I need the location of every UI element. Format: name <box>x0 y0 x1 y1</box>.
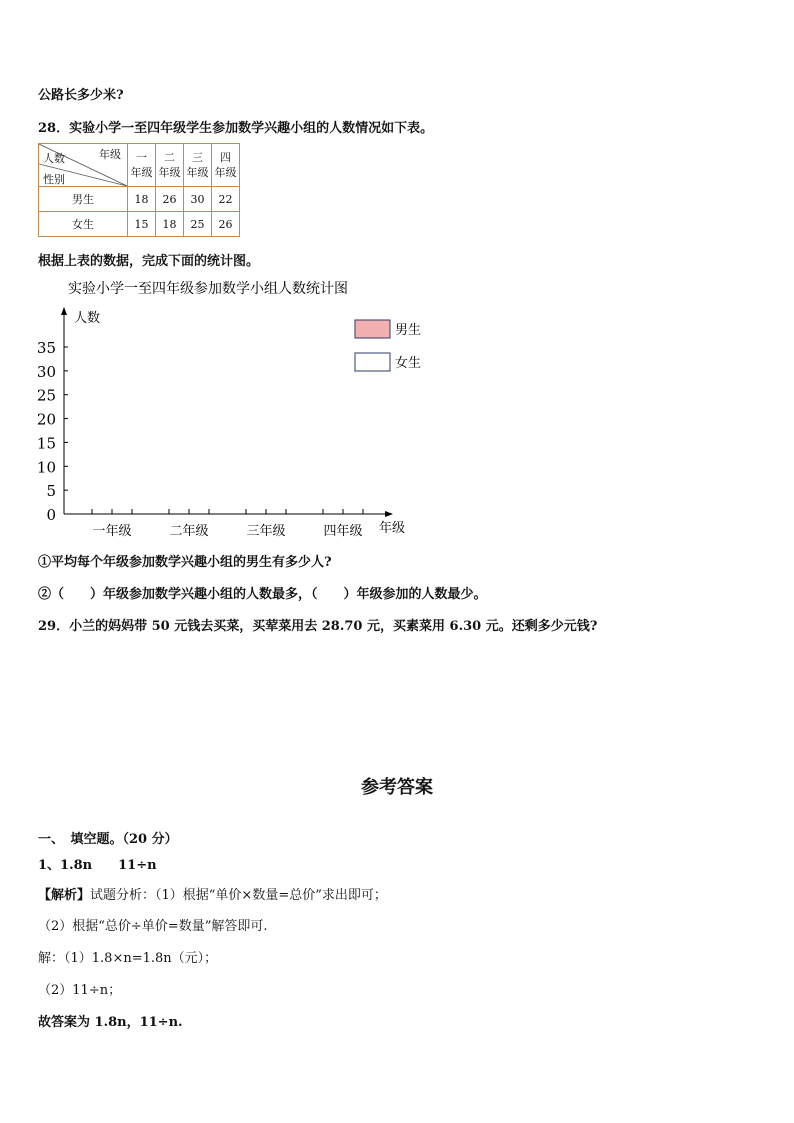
question-28-stem: 28．实验小学一至四年级学生参加数学兴趣小组的人数情况如下表。 <box>38 121 434 136</box>
answer-1-analysis: 【解析】试题分析：（1）根据“单价×数量=总价”求出即可； <box>38 888 387 903</box>
question-28-part-2: ②（ ）年级参加数学兴趣小组的人数最多，（ ）年级参加的人数最少。 <box>38 587 487 602</box>
answer-1-solution-1: 解：（1）1.8×n=1.8n（元）； <box>38 951 218 966</box>
table-cell: 22 <box>212 187 240 212</box>
bar-chart <box>30 276 450 546</box>
data-table <box>38 143 240 237</box>
y-tick-label: 20 <box>36 410 56 429</box>
table-cell: 25 <box>184 212 212 237</box>
answer-1-solution-2: （2）11÷n； <box>38 983 122 998</box>
table-cell: 18 <box>128 187 156 212</box>
y-tick-label: 30 <box>36 362 56 381</box>
row-label-boys: 男生 <box>39 187 128 212</box>
x-axis-arrow <box>385 511 393 517</box>
question-28-part-1: ①平均每个年级参加数学兴趣小组的男生有多少人? <box>38 555 332 570</box>
x-category-label: 三年级 <box>246 524 286 539</box>
legend-label: 女生 <box>395 356 422 371</box>
legend-label: 男生 <box>395 323 422 338</box>
table-cell: 15 <box>128 212 156 237</box>
grade-header-4: 四 年级 <box>212 144 240 187</box>
chart-title: 实验小学一至四年级参加数学小组人数统计图 <box>68 281 348 297</box>
y-tick-label: 15 <box>36 434 56 453</box>
chart-instruction: 根据上表的数据，完成下面的统计图。 <box>38 254 260 269</box>
answers-title: 参考答案 <box>361 777 433 798</box>
grade-header-2: 二 年级 <box>156 144 184 187</box>
y-axis-label: 人数 <box>74 311 101 326</box>
x-category-label: 二年级 <box>169 524 209 539</box>
y-tick-label: 5 <box>46 482 56 501</box>
legend-swatch <box>355 353 390 371</box>
table-cell: 26 <box>212 212 240 237</box>
row-label-girls: 女生 <box>39 212 128 237</box>
x-category-label: 四年级 <box>323 524 363 539</box>
x-category-label: 一年级 <box>92 524 132 539</box>
y-tick-label: 35 <box>36 339 56 357</box>
answers-section-heading: 一、 填空题。（20 分） <box>38 832 178 847</box>
table-diagonal-header-cell <box>39 144 128 187</box>
x-axis-label: 年级 <box>379 521 406 536</box>
y-tick-label: 10 <box>36 458 56 477</box>
y-axis-arrow <box>61 307 67 315</box>
header-grade-label: 年级 <box>99 148 121 161</box>
legend-swatch <box>355 320 390 338</box>
table-cell: 26 <box>156 187 184 212</box>
answer-1: 1、1.8n 11÷n <box>38 858 157 873</box>
answer-1-analysis-2: （2）根据“总价÷单价=数量”解答即可. <box>38 919 268 934</box>
header-count-label: 人数 <box>43 152 65 165</box>
y-tick-label: 25 <box>36 386 56 405</box>
table-row <box>39 187 240 212</box>
y-tick-label: 0 <box>46 506 56 524</box>
question-27-tail: 公路长多少米? <box>38 88 124 103</box>
table-cell: 30 <box>184 187 212 212</box>
question-29: 29．小兰的妈妈带 50 元钱去买菜，买荤菜用去 28.70 元，买素菜用 6.30 元。还剩多少元钱? <box>38 619 598 634</box>
answer-1-conclusion: 故答案为 1.8n，11÷n. <box>38 1015 183 1030</box>
table-row <box>39 212 240 237</box>
header-gender-label: 性别 <box>43 173 65 186</box>
table-cell: 18 <box>156 212 184 237</box>
grade-header-1: 一 年级 <box>128 144 156 187</box>
grade-header-3: 三 年级 <box>184 144 212 187</box>
